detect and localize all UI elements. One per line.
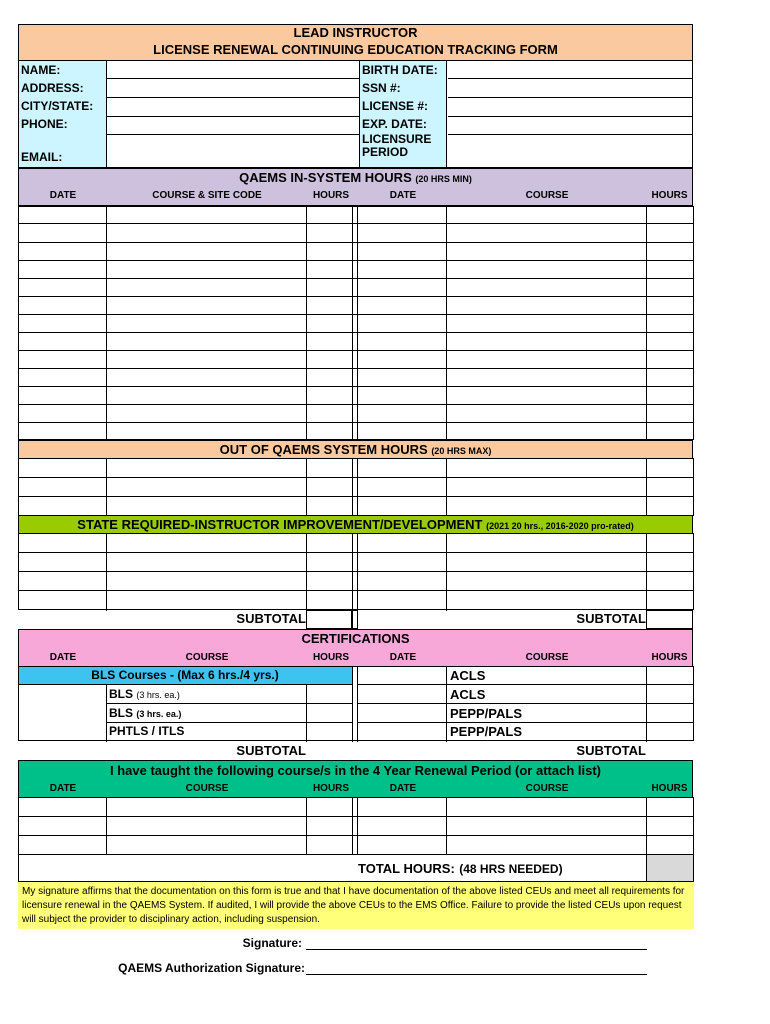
birth-date-field[interactable]: [448, 61, 692, 79]
col-date-2: DATE: [389, 190, 417, 201]
state-required-header: [18, 515, 693, 534]
auth-signature-row: [18, 959, 694, 979]
cert-left-item-2: [109, 705, 181, 723]
personal-info-block: [18, 60, 693, 168]
certifications-body: [18, 666, 694, 742]
subtotal-label-left: SUBTOTAL: [236, 611, 306, 626]
taught-header: [18, 760, 693, 798]
in-system-note: (20 HRS MIN): [415, 174, 472, 184]
title-line-1: LEAD INSTRUCTOR: [293, 25, 418, 40]
in-system-title-row: [19, 169, 692, 188]
col-course-site: COURSE & SITE CODE: [152, 190, 262, 201]
cert-col-course-2: COURSE: [525, 652, 569, 663]
signature-line[interactable]: [306, 934, 647, 950]
address-label: ADDRESS:: [21, 81, 84, 95]
col-hours: HOURS: [312, 190, 350, 201]
taught-col-hours: HOURS: [312, 783, 350, 794]
personal-fields-right: [448, 61, 692, 167]
email-label: EMAIL:: [21, 150, 63, 164]
subtotal-row-2: [18, 742, 693, 760]
phone-field[interactable]: [107, 117, 359, 135]
subtotal-field-left[interactable]: [306, 610, 352, 629]
certifications-header: [18, 629, 693, 667]
bls-courses-header: BLS Courses - (Max 6 hrs./4 yrs.): [91, 668, 279, 682]
out-system-grid[interactable]: [18, 458, 694, 516]
exp-date-label: EXP. DATE:: [362, 117, 427, 131]
city-state-field[interactable]: [107, 98, 359, 117]
taught-col-course: COURSE: [185, 783, 229, 794]
cert-left-item-1: [109, 686, 180, 704]
out-system-header: [18, 440, 693, 459]
subtotal-label-right: SUBTOTAL: [576, 611, 646, 626]
out-system-note: (20 HRS MAX): [431, 446, 492, 456]
taught-col-course-2: COURSE: [525, 783, 569, 794]
name-field[interactable]: [107, 61, 359, 79]
taught-col-hours-2: HOURS: [651, 783, 688, 794]
state-required-title: STATE REQUIRED-INSTRUCTOR IMPROVEMENT/DEVELOPMENT: [77, 517, 483, 532]
subtotal-divider: [352, 610, 358, 629]
total-hours-row: [358, 857, 628, 881]
out-system-title: OUT OF QAEMS SYSTEM HOURS: [219, 442, 428, 457]
licensure-period-field[interactable]: [448, 135, 692, 167]
subtotal-field-right[interactable]: [646, 610, 693, 629]
cert-col-date: DATE: [49, 652, 77, 663]
certifications-title: CERTIFICATIONS: [301, 631, 410, 646]
signature-row: [18, 934, 694, 954]
subtotal-row-1: [18, 610, 693, 629]
cert-col-hours-2: HOURS: [651, 652, 688, 663]
state-required-note: (2021 20 hrs., 2016-2020 pro-rated): [486, 521, 634, 531]
cert-left-item-1-note: (3 hrs. ea.): [136, 690, 180, 700]
title-line-2: LICENSE RENEWAL CONTINUING EDUCATION TRACKING FORM: [153, 42, 558, 57]
cert-right-item-4: PEPP/PALS: [450, 724, 523, 739]
col-hours-2: HOURS: [651, 190, 688, 201]
taught-title: I have taught the following course/s in the 4 Year Renewal Period (or attach list): [110, 763, 601, 778]
form-title: [18, 24, 693, 61]
licensure-period-label-1: LICENSURE: [362, 132, 432, 146]
cert-left-item-2-note: (3 hrs. ea.): [136, 709, 182, 719]
cert-right-item-1: ACLS: [450, 668, 486, 683]
personal-fields-left: [107, 61, 359, 167]
cert-left-item-2-name: BLS: [109, 706, 133, 720]
col-course: COURSE: [525, 190, 569, 201]
col-date: DATE: [49, 190, 77, 201]
auth-signature-label: QAEMS Authorization Signature:: [118, 961, 305, 975]
in-system-title: QAEMS IN-SYSTEM HOURS: [239, 170, 412, 185]
cert-right-item-2: ACLS: [450, 687, 486, 702]
personal-labels-right: [359, 61, 447, 167]
taught-col-date: DATE: [49, 783, 77, 794]
affirmation-box: [18, 882, 694, 929]
cert-col-course: COURSE: [185, 652, 229, 663]
exp-date-field[interactable]: [448, 117, 692, 135]
cert-right-item-3: PEPP/PALS: [450, 706, 523, 721]
cert-left-item-3: PHTLS / ITLS: [109, 724, 185, 738]
total-hours-label: TOTAL HOURS:: [358, 861, 455, 876]
cert-left-item-1-name: BLS: [109, 687, 133, 701]
affirmation-text: My signature affirms that the documentation on this form is true and that I have documentation of the above listed CEUs and meet all requirements for licensure renewal in the QAEMS System. If audited, I will provide the above CEUs to the EMS Office. Failure to provide the listed CEUs upon request will subject the provider to disciplinary action, including suspension.: [22, 886, 685, 925]
signature-label: Signature:: [242, 936, 302, 950]
phone-label: PHONE:: [21, 117, 68, 131]
cert-subtotal-label-right: SUBTOTAL: [576, 743, 646, 758]
cert-subtotal-label-left: SUBTOTAL: [236, 743, 306, 758]
personal-labels-left: [19, 61, 107, 167]
cert-col-date-2: DATE: [389, 652, 417, 663]
cert-col-hours: HOURS: [312, 652, 350, 663]
license-label: LICENSE #:: [362, 99, 429, 113]
ssn-label: SSN #:: [362, 81, 401, 95]
taught-col-date-2: DATE: [389, 783, 417, 794]
auth-signature-line[interactable]: [306, 959, 647, 975]
license-field[interactable]: [448, 98, 692, 117]
email-field[interactable]: [107, 135, 359, 167]
birth-date-label: BIRTH DATE:: [362, 63, 438, 77]
name-label: NAME:: [21, 63, 61, 77]
in-system-grid[interactable]: [18, 206, 694, 441]
in-system-header: [18, 168, 693, 206]
licensure-period-label-2: PERIOD: [362, 145, 409, 159]
total-hours-note: (48 HRS NEEDED): [459, 862, 563, 876]
address-field[interactable]: [107, 79, 359, 98]
ssn-field[interactable]: [448, 79, 692, 98]
city-state-label: CITY/STATE:: [21, 99, 94, 113]
state-required-grid[interactable]: [18, 533, 694, 611]
